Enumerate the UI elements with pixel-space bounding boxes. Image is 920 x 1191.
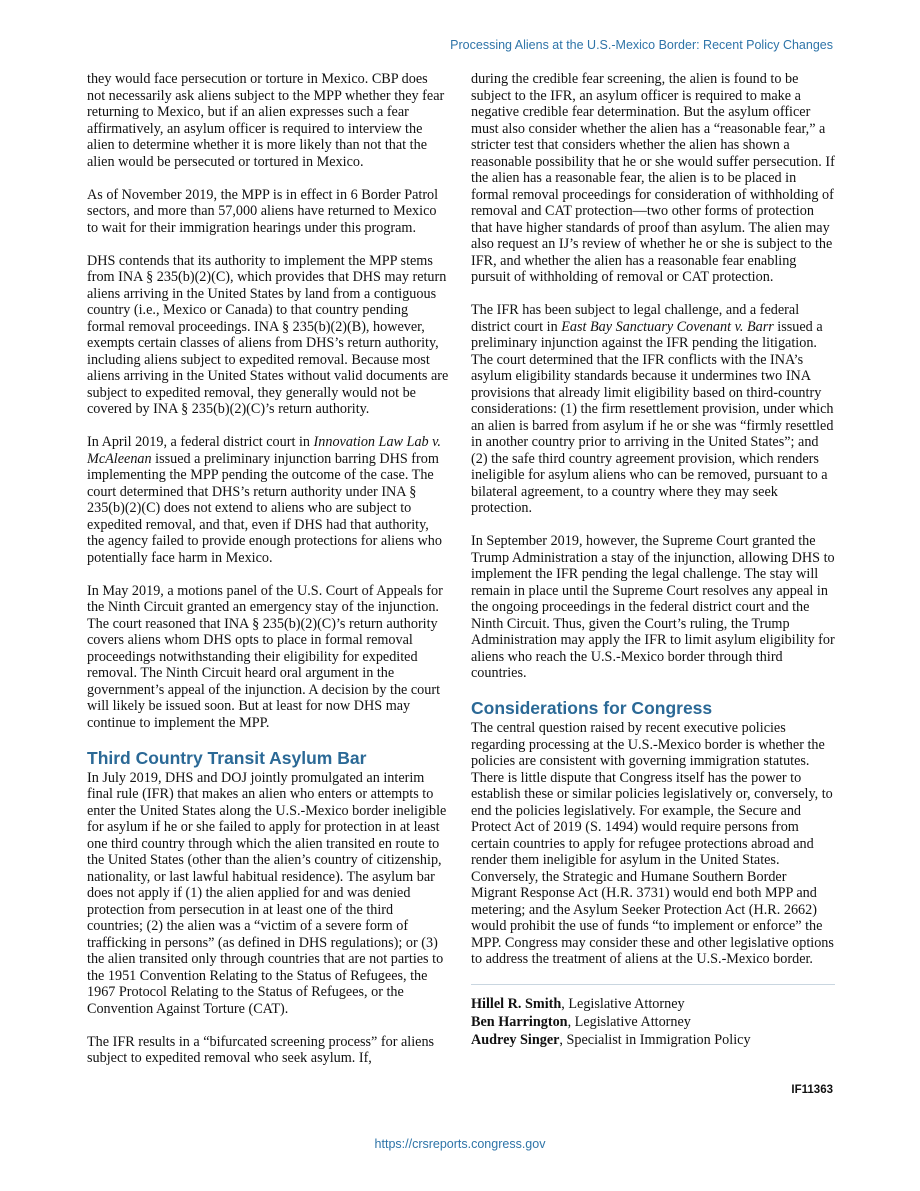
author-title: , Specialist in Immigration Policy: [559, 1032, 751, 1048]
paragraph: In July 2019, DHS and DOJ jointly promulgated an interim final rule (IFR) that makes an alien who enters or attempts to enter the United States along the U.S.-Mexico border ineligible for asylum if he or she failed to apply for protection in at least one third country through which the alien transited en route to the United States (other than the alien’s country of citizenship, nationality, or last lawful habitual residence). The asylum bar does not apply if (1) the alien applied for and was denied protection from persecution in at least one of the third countries; (2) the alien was a “victim of a severe form of trafficking in persons” (as defined in DHS regulations); or (3) the alien transited only through countries that are not parties to the 1951 Convention Relating to the Status of Refugees, the 1967 Protocol Relating to the Status of Refugees, or the Convention Against Torture (CAT).: [87, 769, 447, 1017]
author-list: [471, 995, 835, 1049]
author-name: Audrey Singer: [471, 1032, 560, 1048]
author-entry: [471, 1013, 835, 1031]
author-entry: [471, 995, 835, 1013]
divider: [471, 984, 835, 985]
running-header-title: Processing Aliens at the U.S.-Mexico Border: Recent Policy Changes: [450, 38, 833, 52]
left-column: [87, 71, 449, 1067]
case-name: Innovation Law Lab v. McAleenan: [87, 434, 441, 467]
paragraph-text: issued a preliminary injunction against the IFR pending the litigation. The court determined that the IFR conflicts with the INA’s asylum eligibility standards because it undermines two INA provisions that already limit eligibility based on third-country considerations: (1) the firm resettlement provision, under which an alien is barred from asylum if he or she was “firmly resettled in another country prior to arriving in the United States”; and (2) the safe third country agreement provision, which renders ineligible for asylum aliens who can be removed, pursuant to a bilateral agreement, to a country where they may seek protection.: [471, 318, 834, 516]
section-heading-considerations-for-congress: Considerations for Congress: [471, 698, 713, 718]
paragraph: DHS contends that its authority to implement the MPP stems from INA § 235(b)(2)(C), which provides that DHS may return aliens arriving in the United States by land from a contiguous country (i.e., Mexico or Canada) to that country pending formal removal proceedings. INA § 235(b)(2)(B), however, exempts certain classes of aliens from DHS’s return authority, including aliens subject to expedited removal. Because most aliens arriving in the United States without valid documents are subject to expedited removal, they generally would not be covered by INA § 235(b)(2)(C)’s return authority.: [87, 252, 449, 417]
paragraph: [87, 434, 449, 566]
paragraph: during the credible fear screening, the alien is found to be subject to the IFR, an asylum officer is required to make a negative credible fear determination. But the asylum officer must also consider whether the alien has a “reasonable fear,” a stricter test that considers whether the alien has shown a reasonable possibility that he or she would suffer persecution. If the alien has a reasonable fear, the alien is to be placed in formal removal proceedings for consideration of withholding of removal and CAT protection—two other forms of protection that have higher standards of proof than asylum. The alien may also request an IJ’s review of whether he or she is subject to the IFR, and whether the alien has a reasonable fear enabling pursuit of withholding of removal or CAT protection.: [471, 71, 835, 285]
case-name: East Bay Sanctuary Covenant v. Barr: [561, 318, 774, 335]
author-name: Hillel R. Smith: [471, 996, 562, 1012]
paragraph: [471, 302, 835, 517]
section-heading-transit-asylum-bar: Third Country Transit Asylum Bar: [87, 747, 367, 768]
paragraph: The IFR results in a “bifurcated screening process” for aliens subject to expedited removal who seek asylum. If,: [87, 1033, 435, 1066]
right-column: [471, 71, 835, 1049]
author-name: Ben Harrington: [471, 1014, 568, 1030]
report-id: IF11363: [791, 1084, 833, 1096]
paragraph-text: The IFR has been subject to legal challenge, and a federal district court in: [471, 302, 800, 335]
paragraph-text: issued a preliminary injunction barring DHS from implementing the MPP pending the outcome of the case. The court determined that DHS’s return authority under INA § 235(b)(2)(C) does not extend to aliens who are subject to expedited removal, and that, even if DHS had that authority, the agency failed to provide enough protections for aliens who potentially face harm in Mexico.: [87, 450, 442, 566]
paragraph: In May 2019, a motions panel of the U.S. Court of Appeals for the Ninth Circuit granted an emergency stay of the injunction. The court reasoned that INA § 235(b)(2)(C)’s return authority covers aliens whom DHS opts to place in formal removal proceedings notwithstanding their eligibility for expedited removal. The Ninth Circuit heard oral argument in the government’s appeal of the injunction. A decision by the court will likely be issued soon. But at least for now DHS may continue to implement the MPP.: [87, 582, 443, 731]
paragraph: they would face persecution or torture in Mexico. CBP does not necessarily ask aliens subject to the MPP whether they fear returning to Mexico, but if an alien expresses such a fear affirmatively, an asylum officer is required to interview the alien to determine whether it is more likely than not that the alien would be persecuted or tortured in Mexico.: [87, 71, 445, 170]
footer-url-link[interactable]: https://crsreports.congress.gov: [374, 1137, 546, 1151]
paragraph-text: In April 2019, a federal district court in: [87, 434, 314, 450]
author-title: , Legislative Attorney: [567, 1014, 691, 1030]
paragraph: In September 2019, however, the Supreme Court granted the Trump Administration a stay of the injunction, allowing DHS to implement the IFR pending the legal challenge. The stay will remain in place until the Supreme Court resolves any appeal in the ongoing proceedings in the federal district court and the Ninth Circuit. Thus, given the Court’s ruling, the Trump Administration may apply the IFR to limit asylum eligibility for aliens who reach the U.S.-Mexico border through third countries.: [471, 533, 835, 681]
author-entry: [471, 1031, 835, 1049]
paragraph: As of November 2019, the MPP is in effect in 6 Border Patrol sectors, and more than 57,000 aliens have returned to Mexico to wait for their immigration hearings under this program.: [87, 186, 439, 236]
paragraph: The central question raised by recent executive policies regarding processing at the U.S.-Mexico border is whether the policies are consistent with governing immigration statutes. There is little dispute that Congress itself has the power to establish these or similar policies legislatively or, conversely, to end the policies legislatively. For example, the Secure and Protect Act of 2019 (S. 1494) would require persons from certain countries to apply for refugee protections abroad and render them ineligible for asylum in the United States. Conversely, the Strategic and Humane Southern Border Migrant Response Act (H.R. 3731) would end both MPP and metering; and the Asylum Seeker Protection Act (H.R. 2662) would prohibit the use of funds “to implement or enforce” the MPP. Congress may consider these and other legislative options to address the treatment of aliens at the U.S.-Mexico border.: [471, 720, 834, 967]
author-title: , Legislative Attorney: [561, 996, 685, 1012]
